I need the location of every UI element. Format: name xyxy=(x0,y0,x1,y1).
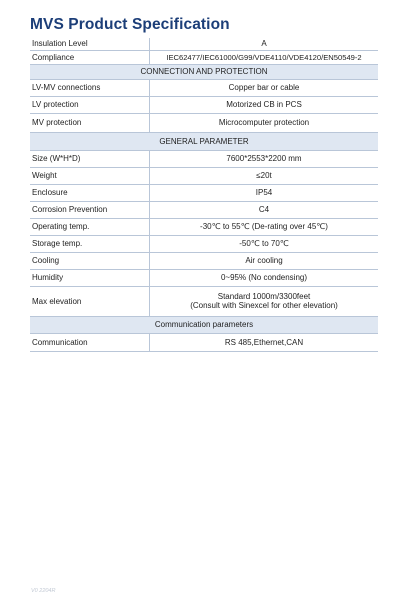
spec-value xyxy=(150,286,379,316)
section-header xyxy=(30,316,378,333)
spec-value: RS 485,Ethernet,CAN xyxy=(150,333,379,351)
spec-label: Corrosion Prevention xyxy=(30,201,150,218)
table-row xyxy=(30,333,378,351)
spec-label: LV-MV connections xyxy=(30,79,150,96)
spec-value: 0~95% (No condensing) xyxy=(150,269,379,286)
table-row xyxy=(30,38,378,50)
spec-value: Copper bar or cable xyxy=(150,79,379,96)
section-title: CONNECTION AND PROTECTION xyxy=(30,64,378,79)
table-row xyxy=(30,167,378,184)
spec-value-line: Standard 1000m/3300feet xyxy=(217,292,311,301)
section-header xyxy=(30,132,378,150)
table-row xyxy=(30,252,378,269)
spec-value: -30℃ to 55℃ (De-rating over 45℃) xyxy=(150,218,379,235)
spec-value: ≤20t xyxy=(150,167,379,184)
spec-label: Insulation Level xyxy=(30,38,150,50)
table-row xyxy=(30,218,378,235)
spec-value: -50℃ to 70℃ xyxy=(150,235,379,252)
document-version: V0 2204R xyxy=(31,588,56,594)
spec-value: IP54 xyxy=(150,184,379,201)
table-row xyxy=(30,201,378,218)
spec-value-note: (Consult with Sinexcel for other elevation) xyxy=(190,301,338,310)
spec-label: Cooling xyxy=(30,252,150,269)
spec-label: Humidity xyxy=(30,269,150,286)
spec-label: Max elevation xyxy=(30,286,150,316)
section-header xyxy=(30,64,378,79)
table-row xyxy=(30,286,378,316)
table-row xyxy=(30,79,378,96)
table-row xyxy=(30,184,378,201)
spec-label: LV protection xyxy=(30,96,150,113)
specification-table xyxy=(30,38,378,352)
spec-label: Storage temp. xyxy=(30,235,150,252)
spec-label: MV protection xyxy=(30,113,150,132)
spec-value: IEC62477/IEC61000/G99/VDE4110/VDE4120/EN50549-2 xyxy=(150,50,379,64)
spec-value: Motorized CB in PCS xyxy=(150,96,379,113)
spec-value: C4 xyxy=(150,201,379,218)
table-row xyxy=(30,150,378,167)
section-title: Communication parameters xyxy=(30,316,378,333)
spec-value: Microcomputer protection xyxy=(150,113,379,132)
table-row xyxy=(30,269,378,286)
page-title: MVS Product Specification xyxy=(30,16,230,33)
spec-value: A xyxy=(150,38,379,50)
spec-label: Compliance xyxy=(30,50,150,64)
spec-label: Operating temp. xyxy=(30,218,150,235)
spec-value: 7600*2553*2200 mm xyxy=(150,150,379,167)
table-row xyxy=(30,113,378,132)
spec-value: Air cooling xyxy=(150,252,379,269)
spec-label: Weight xyxy=(30,167,150,184)
section-title: GENERAL PARAMETER xyxy=(30,132,378,150)
spec-label: Communication xyxy=(30,333,150,351)
table-row xyxy=(30,235,378,252)
table-row xyxy=(30,50,378,64)
spec-label: Enclosure xyxy=(30,184,150,201)
table-row xyxy=(30,96,378,113)
spec-label: Size (W*H*D) xyxy=(30,150,150,167)
